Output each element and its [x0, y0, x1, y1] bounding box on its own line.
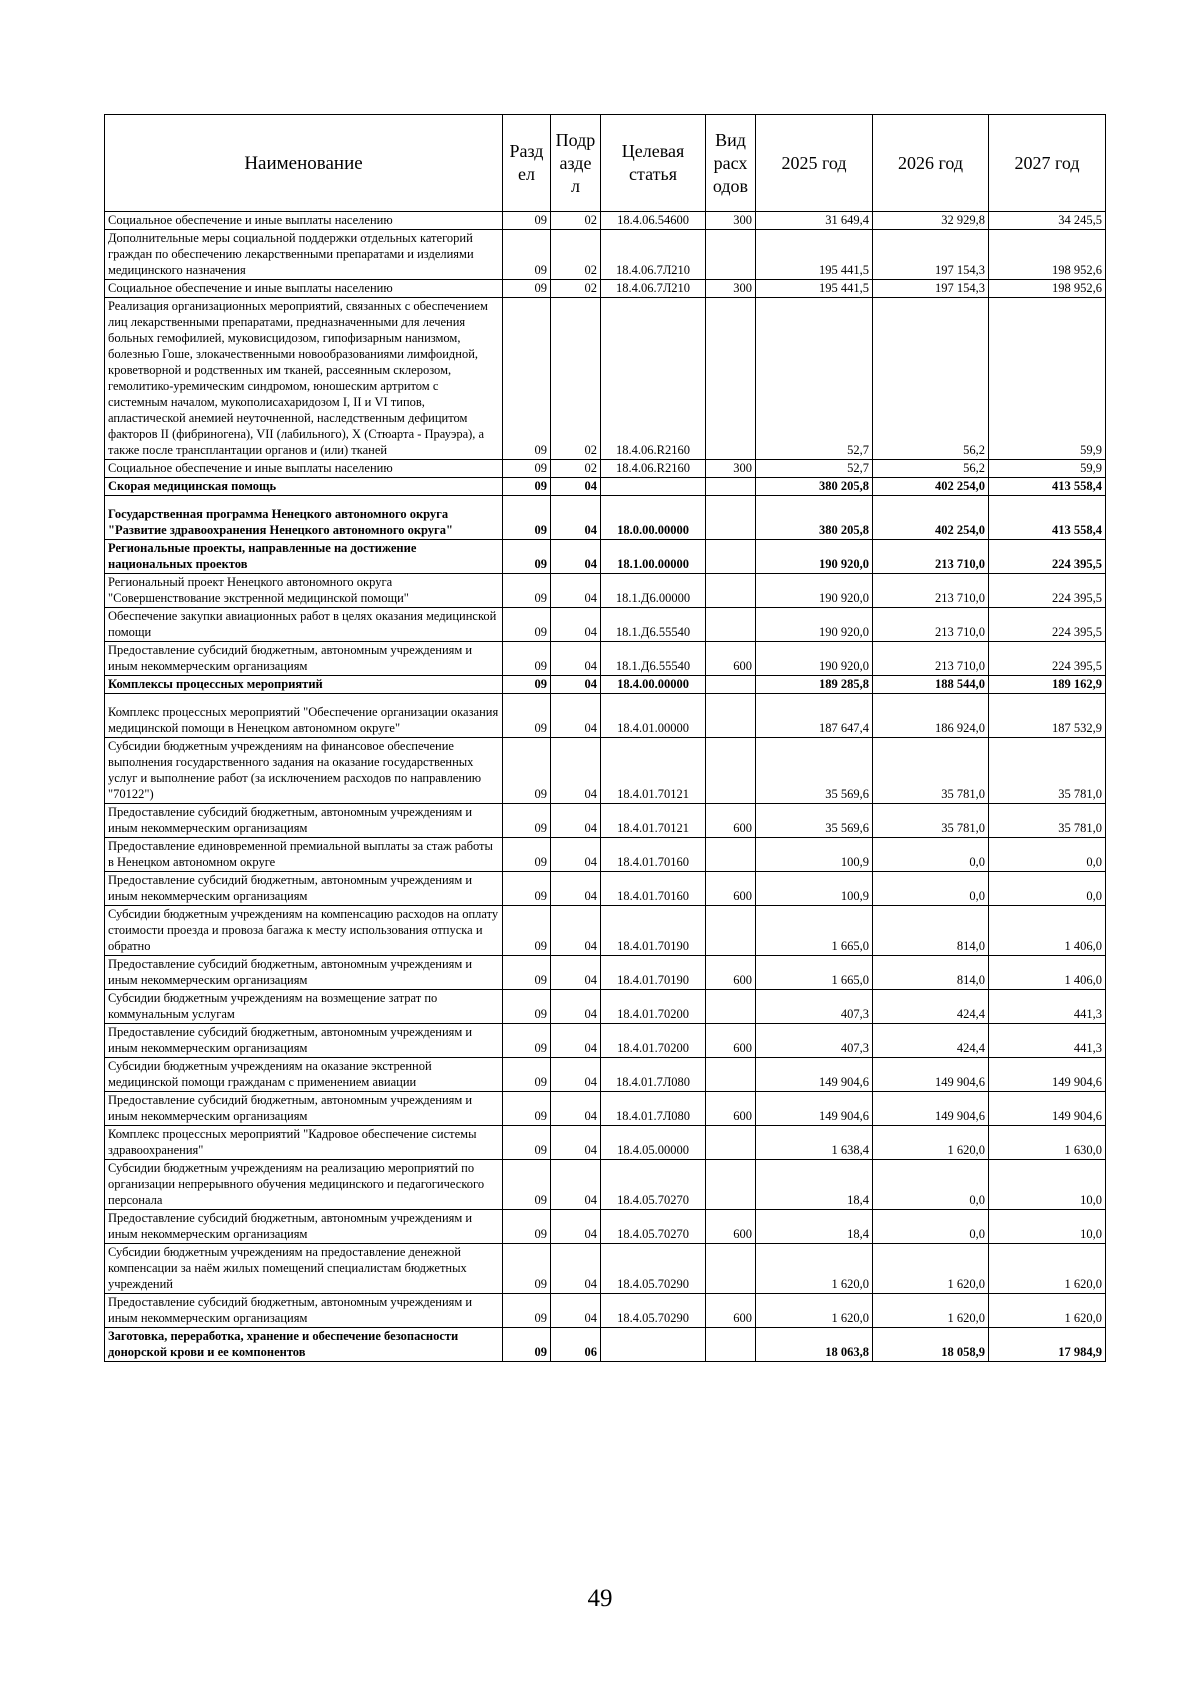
cell-2025: 1 665,0 [756, 956, 873, 990]
cell-celevaya [601, 1328, 706, 1362]
cell-2027: 224 395,5 [989, 574, 1106, 608]
cell-2027: 224 395,5 [989, 642, 1106, 676]
cell-2025: 52,7 [756, 460, 873, 478]
cell-podrazdel: 04 [551, 738, 601, 804]
cell-2025: 380 205,8 [756, 478, 873, 496]
cell-name: Предоставление субсидий бюджетным, автономным учреждениям и иным некоммерческим организациям [105, 804, 503, 838]
cell-2027: 35 781,0 [989, 738, 1106, 804]
cell-razdel: 09 [503, 804, 551, 838]
table-row [105, 1126, 1106, 1160]
cell-vid [706, 838, 756, 872]
table-row [105, 608, 1106, 642]
cell-razdel: 09 [503, 212, 551, 230]
cell-name: Предоставление субсидий бюджетным, автономным учреждениям и иным некоммерческим организациям [105, 1210, 503, 1244]
cell-vid [706, 298, 756, 460]
cell-podrazdel: 04 [551, 574, 601, 608]
cell-celevaya: 18.4.06.R2160 [601, 298, 706, 460]
cell-celevaya: 18.1.00.00000 [601, 540, 706, 574]
cell-2026: 149 904,6 [873, 1092, 989, 1126]
cell-vid [706, 608, 756, 642]
cell-razdel: 09 [503, 1160, 551, 1210]
cell-vid: 600 [706, 1092, 756, 1126]
cell-celevaya: 18.4.05.00000 [601, 1126, 706, 1160]
cell-vid [706, 1328, 756, 1362]
cell-2025: 190 920,0 [756, 540, 873, 574]
cell-2026: 424,4 [873, 990, 989, 1024]
cell-name: Субсидии бюджетным учреждениям на компенсацию расходов на оплату стоимости проезда и провоза багажа к месту использования отпуска и обратно [105, 906, 503, 956]
cell-celevaya: 18.4.06.R2160 [601, 460, 706, 478]
cell-2026: 0,0 [873, 1160, 989, 1210]
cell-podrazdel: 04 [551, 838, 601, 872]
table-row [105, 1294, 1106, 1328]
cell-2025: 35 569,6 [756, 738, 873, 804]
cell-2027: 10,0 [989, 1160, 1106, 1210]
cell-2027: 224 395,5 [989, 608, 1106, 642]
cell-podrazdel: 04 [551, 676, 601, 694]
cell-razdel: 09 [503, 1210, 551, 1244]
cell-razdel: 09 [503, 738, 551, 804]
cell-2026: 1 620,0 [873, 1126, 989, 1160]
cell-podrazdel: 04 [551, 1210, 601, 1244]
cell-2027: 10,0 [989, 1210, 1106, 1244]
cell-podrazdel: 06 [551, 1328, 601, 1362]
cell-2026: 32 929,8 [873, 212, 989, 230]
cell-celevaya: 18.1.Д6.55540 [601, 608, 706, 642]
cell-2025: 18,4 [756, 1160, 873, 1210]
cell-vid [706, 574, 756, 608]
cell-razdel: 09 [503, 1058, 551, 1092]
cell-razdel: 09 [503, 540, 551, 574]
table-row [105, 1058, 1106, 1092]
cell-2026: 18 058,9 [873, 1328, 989, 1362]
cell-2027: 441,3 [989, 1024, 1106, 1058]
cell-razdel: 09 [503, 496, 551, 540]
cell-2026: 402 254,0 [873, 496, 989, 540]
cell-celevaya: 18.4.00.00000 [601, 676, 706, 694]
cell-2027: 149 904,6 [989, 1058, 1106, 1092]
cell-podrazdel: 04 [551, 990, 601, 1024]
cell-razdel: 09 [503, 838, 551, 872]
cell-2027: 441,3 [989, 990, 1106, 1024]
header-2027: 2027 год [989, 115, 1106, 212]
cell-name: Региональный проект Ненецкого автономного округа "Совершенствование экстренной медицинской помощи" [105, 574, 503, 608]
cell-2027: 149 904,6 [989, 1092, 1106, 1126]
cell-2025: 18 063,8 [756, 1328, 873, 1362]
cell-2027: 187 532,9 [989, 694, 1106, 738]
cell-2026: 56,2 [873, 460, 989, 478]
cell-2026: 186 924,0 [873, 694, 989, 738]
cell-name: Субсидии бюджетным учреждениям на возмещение затрат по коммунальным услугам [105, 990, 503, 1024]
cell-vid [706, 738, 756, 804]
cell-name: Социальное обеспечение и иные выплаты населению [105, 212, 503, 230]
cell-celevaya: 18.4.05.70270 [601, 1160, 706, 1210]
table-row [105, 1328, 1106, 1362]
cell-razdel: 09 [503, 1024, 551, 1058]
cell-name: Социальное обеспечение и иные выплаты населению [105, 460, 503, 478]
cell-celevaya: 18.4.05.70270 [601, 1210, 706, 1244]
cell-name: Предоставление субсидий бюджетным, автономным учреждениям и иным некоммерческим организациям [105, 872, 503, 906]
cell-2027: 1 620,0 [989, 1294, 1106, 1328]
cell-2027: 17 984,9 [989, 1328, 1106, 1362]
cell-celevaya: 18.4.01.70190 [601, 906, 706, 956]
cell-2026: 402 254,0 [873, 478, 989, 496]
cell-celevaya: 18.4.06.54600 [601, 212, 706, 230]
cell-podrazdel: 04 [551, 642, 601, 676]
cell-2026: 0,0 [873, 838, 989, 872]
cell-2025: 1 638,4 [756, 1126, 873, 1160]
table-row [105, 1210, 1106, 1244]
cell-podrazdel: 02 [551, 280, 601, 298]
cell-vid: 600 [706, 1024, 756, 1058]
cell-name: Субсидии бюджетным учреждениям на реализацию мероприятий по организации непрерывного обучения медицинского и педагогического персонала [105, 1160, 503, 1210]
cell-2025: 407,3 [756, 990, 873, 1024]
cell-celevaya: 18.4.01.70121 [601, 738, 706, 804]
cell-2025: 187 647,4 [756, 694, 873, 738]
cell-vid [706, 676, 756, 694]
cell-2027: 0,0 [989, 872, 1106, 906]
cell-razdel: 09 [503, 1294, 551, 1328]
header-name: Наименование [105, 115, 503, 212]
cell-2027: 34 245,5 [989, 212, 1106, 230]
table-header [105, 115, 1106, 212]
cell-name: Субсидии бюджетным учреждениям на оказание экстренной медицинской помощи гражданам с применением авиации [105, 1058, 503, 1092]
cell-podrazdel: 04 [551, 540, 601, 574]
cell-celevaya: 18.4.01.7Л080 [601, 1058, 706, 1092]
cell-celevaya: 18.4.05.70290 [601, 1244, 706, 1294]
cell-razdel: 09 [503, 298, 551, 460]
table-row [105, 990, 1106, 1024]
table-row [105, 956, 1106, 990]
cell-celevaya: 18.4.01.00000 [601, 694, 706, 738]
cell-2025: 35 569,6 [756, 804, 873, 838]
cell-podrazdel: 04 [551, 1160, 601, 1210]
cell-2025: 149 904,6 [756, 1058, 873, 1092]
table-row [105, 230, 1106, 280]
cell-2026: 149 904,6 [873, 1058, 989, 1092]
header-celevaya: Целевая статья [601, 115, 706, 212]
header-vid: Вид расх одов [706, 115, 756, 212]
cell-2026: 35 781,0 [873, 804, 989, 838]
cell-celevaya: 18.4.06.7Л210 [601, 230, 706, 280]
cell-2027: 198 952,6 [989, 280, 1106, 298]
cell-celevaya: 18.4.01.70160 [601, 838, 706, 872]
cell-vid: 600 [706, 956, 756, 990]
cell-2026: 0,0 [873, 872, 989, 906]
cell-name: Комплекс процессных мероприятий "Кадровое обеспечение системы здравоохранения" [105, 1126, 503, 1160]
cell-2026: 814,0 [873, 956, 989, 990]
cell-2027: 1 406,0 [989, 906, 1106, 956]
cell-celevaya: 18.4.06.7Л210 [601, 280, 706, 298]
cell-razdel: 09 [503, 906, 551, 956]
cell-razdel: 09 [503, 990, 551, 1024]
cell-2027: 0,0 [989, 838, 1106, 872]
header-2025: 2025 год [756, 115, 873, 212]
cell-vid: 600 [706, 872, 756, 906]
cell-2027: 59,9 [989, 298, 1106, 460]
cell-podrazdel: 02 [551, 212, 601, 230]
cell-2027: 224 395,5 [989, 540, 1106, 574]
cell-razdel: 09 [503, 1328, 551, 1362]
cell-celevaya: 18.4.01.70190 [601, 956, 706, 990]
cell-podrazdel: 04 [551, 1244, 601, 1294]
cell-vid [706, 694, 756, 738]
table-row [105, 676, 1106, 694]
cell-2027: 189 162,9 [989, 676, 1106, 694]
budget-table [104, 114, 1106, 1362]
cell-2026: 814,0 [873, 906, 989, 956]
table-row [105, 496, 1106, 540]
cell-vid [706, 496, 756, 540]
cell-razdel: 09 [503, 642, 551, 676]
table-body [105, 212, 1106, 1362]
cell-razdel: 09 [503, 1126, 551, 1160]
cell-razdel: 09 [503, 872, 551, 906]
cell-name: Государственная программа Ненецкого автономного округа "Развитие здравоохранения Ненецкого автономного округа" [105, 496, 503, 540]
cell-podrazdel: 04 [551, 478, 601, 496]
cell-razdel: 09 [503, 676, 551, 694]
cell-name: Дополнительные меры социальной поддержки отдельных категорий граждан по обеспечению лекарственными препаратами и изделиями медицинского назначения [105, 230, 503, 280]
cell-vid: 600 [706, 804, 756, 838]
cell-razdel: 09 [503, 694, 551, 738]
cell-podrazdel: 04 [551, 608, 601, 642]
cell-celevaya: 18.4.05.70290 [601, 1294, 706, 1328]
cell-2027: 1 406,0 [989, 956, 1106, 990]
cell-podrazdel: 04 [551, 1024, 601, 1058]
table-row [105, 642, 1106, 676]
cell-name: Комплекс процессных мероприятий "Обеспечение организации оказания медицинской помощи в Ненецком автономном округе" [105, 694, 503, 738]
cell-2025: 407,3 [756, 1024, 873, 1058]
cell-2025: 18,4 [756, 1210, 873, 1244]
cell-vid: 300 [706, 280, 756, 298]
cell-name: Скорая медицинская помощь [105, 478, 503, 496]
cell-2026: 35 781,0 [873, 738, 989, 804]
cell-2027: 1 620,0 [989, 1244, 1106, 1294]
cell-2025: 190 920,0 [756, 642, 873, 676]
cell-vid [706, 990, 756, 1024]
cell-podrazdel: 04 [551, 872, 601, 906]
cell-razdel: 09 [503, 460, 551, 478]
table-row [105, 906, 1106, 956]
cell-vid: 300 [706, 460, 756, 478]
cell-vid [706, 1058, 756, 1092]
cell-name: Субсидии бюджетным учреждениям на финансовое обеспечение выполнения государственного задания на оказание государственных услуг и выполнение работ (за исключением расходов по направлению "70122") [105, 738, 503, 804]
table-row [105, 1024, 1106, 1058]
table-row [105, 280, 1106, 298]
table-row [105, 872, 1106, 906]
cell-2025: 1 620,0 [756, 1294, 873, 1328]
cell-vid [706, 1126, 756, 1160]
cell-vid: 300 [706, 212, 756, 230]
table-row [105, 574, 1106, 608]
cell-vid: 600 [706, 1294, 756, 1328]
cell-vid [706, 1160, 756, 1210]
header-2026: 2026 год [873, 115, 989, 212]
cell-razdel: 09 [503, 478, 551, 496]
table-row [105, 212, 1106, 230]
cell-razdel: 09 [503, 608, 551, 642]
cell-podrazdel: 04 [551, 496, 601, 540]
cell-name: Предоставление субсидий бюджетным, автономным учреждениям и иным некоммерческим организациям [105, 642, 503, 676]
cell-name: Обеспечение закупки авиационных работ в целях оказания медицинской помощи [105, 608, 503, 642]
cell-vid [706, 906, 756, 956]
cell-2026: 213 710,0 [873, 642, 989, 676]
cell-razdel: 09 [503, 280, 551, 298]
cell-celevaya: 18.4.01.70121 [601, 804, 706, 838]
cell-razdel: 09 [503, 574, 551, 608]
cell-2025: 190 920,0 [756, 574, 873, 608]
cell-2026: 197 154,3 [873, 280, 989, 298]
table-row [105, 540, 1106, 574]
table-row [105, 1244, 1106, 1294]
cell-podrazdel: 04 [551, 1058, 601, 1092]
cell-2026: 188 544,0 [873, 676, 989, 694]
table-row [105, 460, 1106, 478]
table-row [105, 478, 1106, 496]
cell-2025: 100,9 [756, 872, 873, 906]
cell-name: Социальное обеспечение и иные выплаты населению [105, 280, 503, 298]
cell-celevaya: 18.4.01.70200 [601, 1024, 706, 1058]
cell-razdel: 09 [503, 1092, 551, 1126]
cell-2025: 149 904,6 [756, 1092, 873, 1126]
cell-vid [706, 230, 756, 280]
page-number: 49 [587, 1585, 613, 1612]
cell-name: Предоставление субсидий бюджетным, автономным учреждениям и иным некоммерческим организациям [105, 956, 503, 990]
table-row [105, 298, 1106, 460]
header-razdel: Разд ел [503, 115, 551, 212]
cell-2026: 56,2 [873, 298, 989, 460]
cell-celevaya: 18.1.Д6.00000 [601, 574, 706, 608]
cell-2025: 31 649,4 [756, 212, 873, 230]
cell-2027: 59,9 [989, 460, 1106, 478]
cell-2025: 1 620,0 [756, 1244, 873, 1294]
budget-table-container [104, 114, 1105, 1362]
cell-podrazdel: 04 [551, 1126, 601, 1160]
cell-2025: 52,7 [756, 298, 873, 460]
cell-2026: 213 710,0 [873, 574, 989, 608]
cell-2025: 189 285,8 [756, 676, 873, 694]
cell-2026: 213 710,0 [873, 540, 989, 574]
header-podrazdel: Подр азде л [551, 115, 601, 212]
cell-2026: 197 154,3 [873, 230, 989, 280]
cell-podrazdel: 04 [551, 956, 601, 990]
cell-2027: 413 558,4 [989, 478, 1106, 496]
table-row [105, 804, 1106, 838]
cell-2025: 380 205,8 [756, 496, 873, 540]
cell-vid [706, 540, 756, 574]
cell-name: Предоставление единовременной премиальной выплаты за стаж работы в Ненецком автономном округе [105, 838, 503, 872]
table-row [105, 694, 1106, 738]
cell-name: Комплексы процессных мероприятий [105, 676, 503, 694]
cell-celevaya: 18.4.01.70200 [601, 990, 706, 1024]
table-row [105, 1160, 1106, 1210]
cell-name: Субсидии бюджетным учреждениям на предоставление денежной компенсации за наём жилых помещений специалистам бюджетных учреждений [105, 1244, 503, 1294]
cell-name: Предоставление субсидий бюджетным, автономным учреждениям и иным некоммерческим организациям [105, 1092, 503, 1126]
cell-podrazdel: 04 [551, 1092, 601, 1126]
cell-podrazdel: 02 [551, 230, 601, 280]
cell-name: Реализация организационных мероприятий, связанных с обеспечением лиц лекарственными препаратами, предназначенными для лечения больных гемофилией, муковисцидозом, гипофизарным нанизмом, болезнью Гоше, злокачественными новообразованиями лимфоидной, кроветворной и родственных им тканей, рассеянным склерозом, гемолитико-уремическим синдромом, юношеским артритом с системным началом, мукополисахаридозом I, II и VI типов, апластической анемией неуточненной, наследственным дефицитом факторов II (фибриногена), VII (лабильного), X (Стюарта - Прауэра), а также после трансплантации органов и (или) тканей [105, 298, 503, 460]
cell-podrazdel: 02 [551, 298, 601, 460]
cell-2025: 195 441,5 [756, 280, 873, 298]
cell-2027: 1 630,0 [989, 1126, 1106, 1160]
cell-2025: 100,9 [756, 838, 873, 872]
cell-razdel: 09 [503, 956, 551, 990]
cell-celevaya [601, 478, 706, 496]
cell-podrazdel: 02 [551, 460, 601, 478]
cell-razdel: 09 [503, 230, 551, 280]
cell-2026: 1 620,0 [873, 1244, 989, 1294]
cell-vid: 600 [706, 1210, 756, 1244]
cell-2025: 195 441,5 [756, 230, 873, 280]
cell-celevaya: 18.0.00.00000 [601, 496, 706, 540]
cell-vid [706, 1244, 756, 1294]
cell-2025: 190 920,0 [756, 608, 873, 642]
cell-podrazdel: 04 [551, 1294, 601, 1328]
cell-name: Предоставление субсидий бюджетным, автономным учреждениям и иным некоммерческим организациям [105, 1294, 503, 1328]
table-row [105, 838, 1106, 872]
cell-podrazdel: 04 [551, 804, 601, 838]
cell-2027: 35 781,0 [989, 804, 1106, 838]
cell-name: Предоставление субсидий бюджетным, автономным учреждениям и иным некоммерческим организациям [105, 1024, 503, 1058]
table-row [105, 1092, 1106, 1126]
cell-2025: 1 665,0 [756, 906, 873, 956]
cell-celevaya: 18.4.01.7Л080 [601, 1092, 706, 1126]
cell-vid [706, 478, 756, 496]
cell-2026: 424,4 [873, 1024, 989, 1058]
cell-2027: 198 952,6 [989, 230, 1106, 280]
cell-celevaya: 18.1.Д6.55540 [601, 642, 706, 676]
cell-vid: 600 [706, 642, 756, 676]
cell-razdel: 09 [503, 1244, 551, 1294]
cell-podrazdel: 04 [551, 694, 601, 738]
cell-2027: 413 558,4 [989, 496, 1106, 540]
cell-2026: 1 620,0 [873, 1294, 989, 1328]
cell-name: Заготовка, переработка, хранение и обеспечение безопасности донорской крови и ее компонентов [105, 1328, 503, 1362]
cell-2026: 0,0 [873, 1210, 989, 1244]
table-row [105, 738, 1106, 804]
cell-2026: 213 710,0 [873, 608, 989, 642]
cell-podrazdel: 04 [551, 906, 601, 956]
cell-name: Региональные проекты, направленные на достижение национальных проектов [105, 540, 503, 574]
cell-celevaya: 18.4.01.70160 [601, 872, 706, 906]
